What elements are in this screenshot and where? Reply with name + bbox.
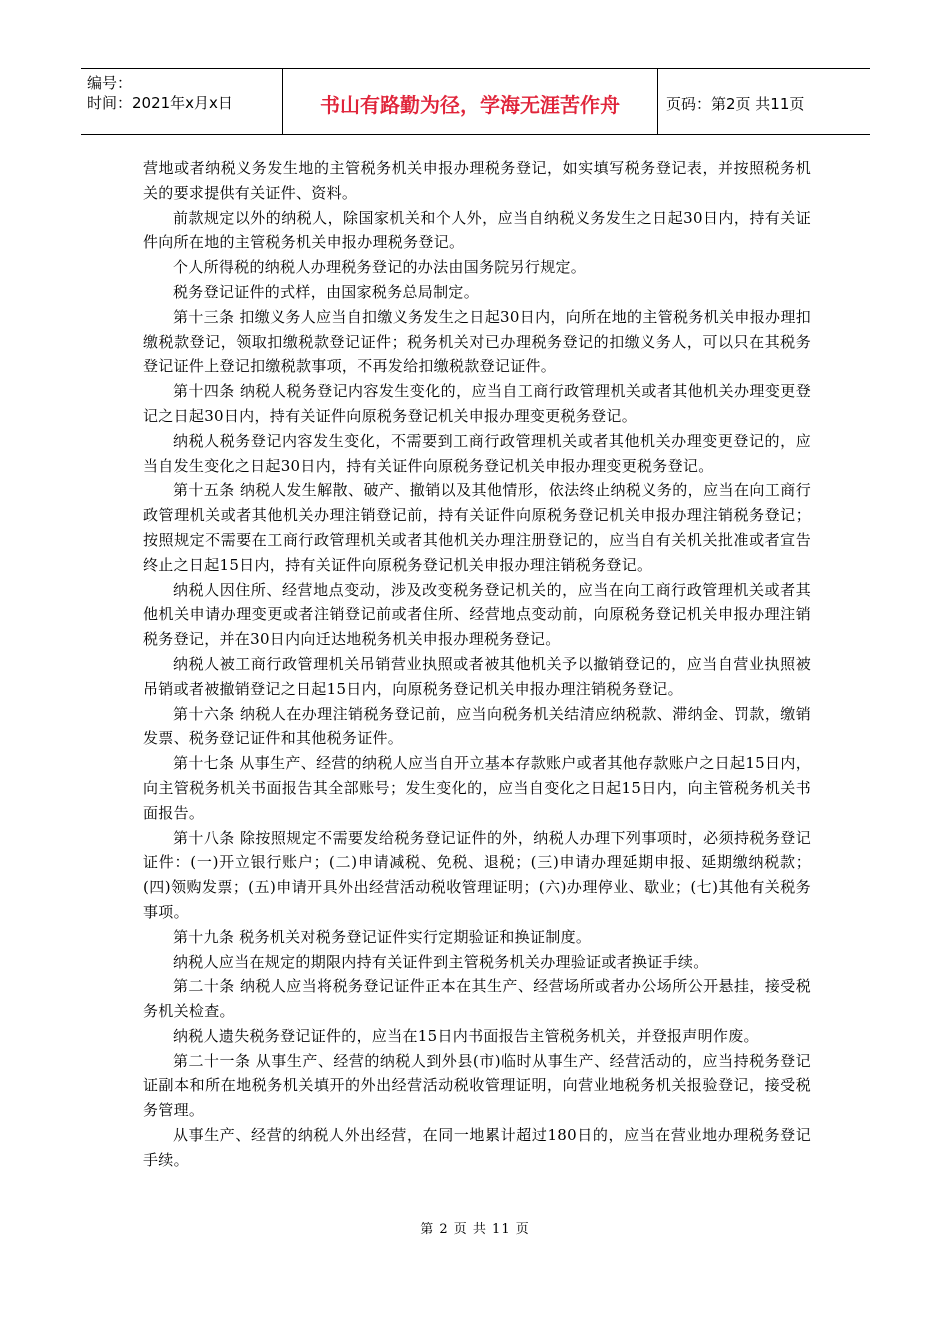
paragraph: 纳税人因住所、经营地点变动，涉及改变税务登记机关的，应当在向工商行政管理机关或者其他机关申请办理变更或者注销登记前或者住所、经营地点变动前，向原税务登记机关申报办理注销税务登记，并在30日内向迁达地税务机关申报办理税务登记。 [143, 580, 811, 649]
paragraph: 从事生产、经营的纳税人外出经营，在同一地累计超过180日的，应当在营业地办理税务登记手续。 [143, 1126, 811, 1169]
paragraph: 税务登记证件的式样，由国家税务总局制定。 [173, 282, 480, 301]
paragraph: 纳税人税务登记内容发生变化，不需要到工商行政管理机关或者其他机关办理变更登记的，应当自发生变化之日起30日内，持有关证件向原税务登记机关申报办理变更税务登记。 [143, 431, 811, 475]
header-page-number: 页码：第2页 共11页 [666, 95, 805, 113]
paragraph: 前款规定以外的纳税人，除国家机关和个人外，应当自纳税义务发生之日起30日内，持有关证件向所在地的主管税务机关申报办理税务登记。 [143, 208, 811, 252]
paragraph: 个人所得税的纳税人办理税务登记的办法由国务院另行规定。 [173, 258, 587, 277]
page-header [81, 68, 870, 135]
document-date-label: 时间：2021年x月x日 [87, 94, 233, 112]
paragraph: 第二十一条 从事生产、经营的纳税人到外县(市)临时从事生产、经营活动的，应当持税务登记证副本和所在地税务机关填开的外出经营活动税收管理证明，向营业地税务机关报验登记，接受税务管理。 [143, 1051, 811, 1120]
paragraph: 第十五条 纳税人发生解散、破产、撤销以及其他情形，依法终止纳税义务的，应当在向工商行政管理机关或者其他机关办理注销登记前，持有关证件向原税务登记机关申报办理注销税务登记；按照规定不需要在工商行政管理机关或者其他机关办理注册登记的，应当自有关机关批准或者宣告终止之日起15日内，持有关证件向原税务登记机关申报办理注销税务登记。 [143, 481, 811, 574]
paragraph: 第二十条 纳税人应当将税务登记证件正本在其生产、经营场所或者办公场所公开悬挂，接受税务机关检查。 [143, 977, 811, 1021]
paragraph: 第十四条 纳税人税务登记内容发生变化的，应当自工商行政管理机关或者其他机关办理变更登记之日起30日内，持有关证件向原税务登记机关申报办理变更税务登记。 [143, 382, 811, 425]
document-number-label: 编号： [87, 74, 133, 92]
page-footer: 第 2 页 共 11 页 [420, 1222, 530, 1237]
paragraph: 第十七条 从事生产、经营的纳税人应当自开立基本存款账户或者其他存款账户之日起15日内，向主管税务机关书面报告其全部账号；发生变化的，应当自变化之日起15日内，向主管税务机关书面报告。 [143, 754, 811, 822]
header-motto: 书山有路勤为径，学海无涯苦作舟 [283, 69, 658, 134]
paragraph: 第十八条 除按照规定不需要发给税务登记证件的外，纳税人办理下列事项时，必须持税务登记证件：(一)开立银行账户；(二)申请减税、免税、退税；(三)申请办理延期申报、延期缴纳税款；(四)领购发票；(五)申请开具外出经营活动税收管理证明；(六)办理停业、歇业；(七)其他有关税务事项。 [143, 828, 811, 921]
paragraph: 营地或者纳税义务发生地的主管税务机关申报办理税务登记，如实填写税务登记表，并按照税务机关的要求提供有关证件、资料。 [143, 159, 811, 202]
paragraph: 纳税人应当在规定的期限内持有关证件到主管税务机关办理验证或者换证手续。 [173, 952, 709, 971]
document-body [143, 156, 811, 1173]
paragraph: 第十六条 纳税人在办理注销税务登记前，应当向税务机关结清应纳税款、滞纳金、罚款，缴销发票、税务登记证件和其他税务证件。 [143, 704, 811, 748]
paragraph: 第十三条 扣缴义务人应当自扣缴义务发生之日起30日内，向所在地的主管税务机关申报办理扣缴税款登记，领取扣缴税款登记证件；税务机关对已办理税务登记的扣缴义务人，可以只在其税务登记证件上登记扣缴税款事项，不再发给扣缴税款登记证件。 [143, 307, 811, 376]
header-meta [81, 69, 283, 134]
paragraph: 纳税人遗失税务登记证件的，应当在15日内书面报告主管税务机关，并登报声明作废。 [173, 1026, 759, 1045]
paragraph: 第十九条 税务机关对税务登记证件实行定期验证和换证制度。 [173, 927, 592, 946]
paragraph: 纳税人被工商行政管理机关吊销营业执照或者被其他机关予以撤销登记的，应当自营业执照被吊销或者被撤销登记之日起15日内，向原税务登记机关申报办理注销税务登记。 [143, 654, 811, 698]
